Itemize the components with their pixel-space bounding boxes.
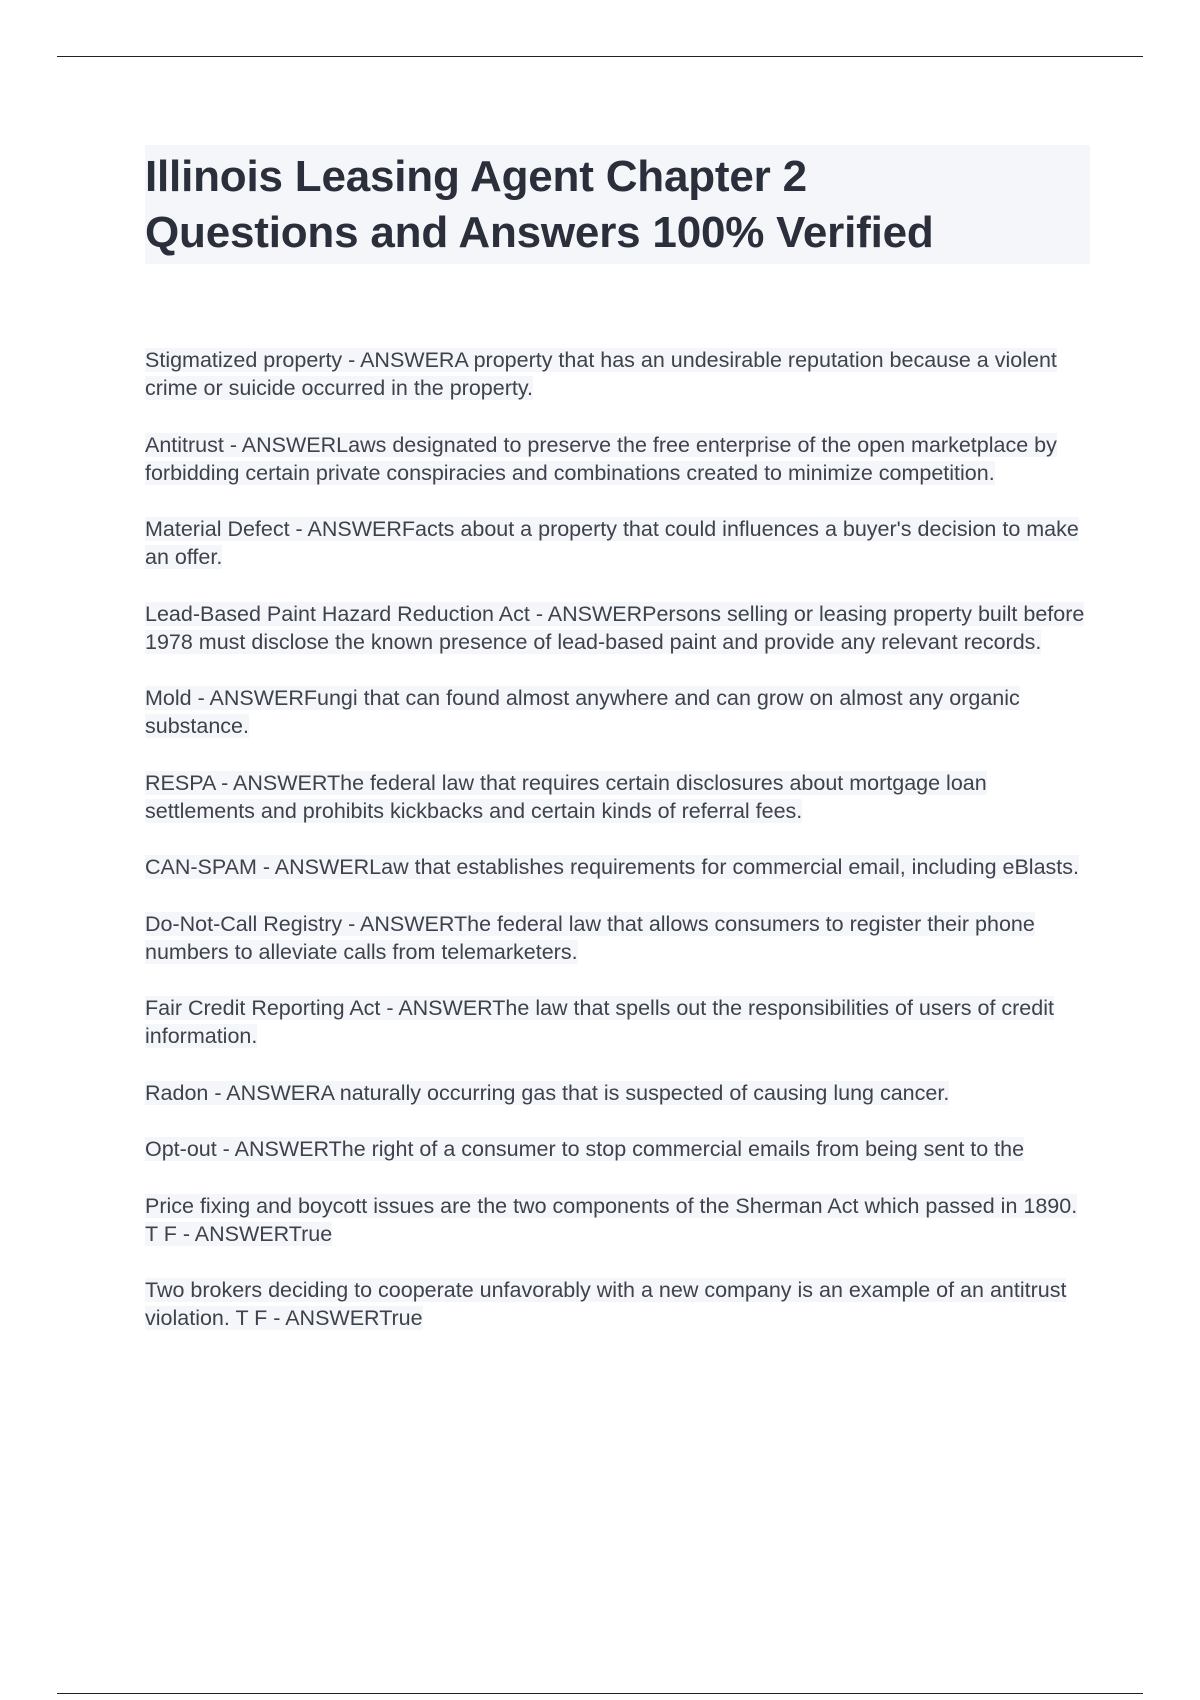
qa-entry: [145, 1135, 1090, 1163]
qa-list: [145, 346, 1090, 1332]
qa-entry-text: Lead-Based Paint Hazard Reduction Act - ANSWERPersons selling or leasing property built before 1978 must disclose the known presence of lead-based paint and provide any relevant records.: [145, 601, 1085, 654]
qa-entry-text: Antitrust - ANSWERLaws designated to preserve the free enterprise of the open marketplace by forbidding certain private conspiracies and combinations created to minimize competition.: [145, 432, 1057, 485]
document-title: [145, 149, 1084, 261]
qa-entry: [145, 1192, 1090, 1248]
bottom-rule: [57, 1693, 1143, 1694]
qa-entry-text: Opt-out - ANSWERThe right of a consumer to stop commercial emails from being sent to the: [145, 1137, 1025, 1161]
top-rule: [57, 56, 1143, 57]
qa-entry: [145, 515, 1090, 571]
qa-entry-text: Price fixing and boycott issues are the two components of the Sherman Act which passed in 1890. T F - ANSWERTrue: [145, 1193, 1078, 1246]
qa-entry: [145, 1276, 1090, 1332]
qa-entry-text: Stigmatized property - ANSWERA property that has an undesirable reputation because a violent crime or suicide occurred in the property.: [145, 348, 1057, 400]
qa-entry: [145, 346, 1090, 402]
qa-entry-text: Radon - ANSWERA naturally occurring gas that is suspected of causing lung cancer.: [145, 1080, 950, 1105]
qa-entry: [145, 910, 1090, 966]
title-line-2: Questions and Answers 100% Verified: [145, 208, 934, 257]
title-line-1: Illinois Leasing Agent Chapter 2: [145, 152, 807, 201]
title-block: [145, 145, 1090, 264]
qa-entry-text: Do-Not-Call Registry - ANSWERThe federal law that allows consumers to register their phone numbers to alleviate calls from telemarketers.: [145, 911, 1035, 964]
qa-entry-text: Material Defect - ANSWERFacts about a property that could influences a buyer's decision to make an offer.: [145, 517, 1079, 569]
qa-entry: [145, 431, 1090, 487]
qa-entry: [145, 994, 1090, 1050]
qa-entry-text: Fair Credit Reporting Act - ANSWERThe law that spells out the responsibilities of users of credit information.: [145, 996, 1054, 1048]
document-body: [145, 145, 1090, 1361]
qa-entry-text: RESPA - ANSWERThe federal law that requires certain disclosures about mortgage loan settlements and prohibits kickbacks and certain kinds of referral fees.: [145, 770, 987, 823]
qa-entry: [145, 600, 1090, 656]
qa-entry-text: CAN-SPAM - ANSWERLaw that establishes requirements for commercial email, including eBlasts.: [145, 855, 1079, 879]
qa-entry: [145, 769, 1090, 825]
qa-entry: [145, 853, 1090, 881]
qa-entry: [145, 684, 1090, 740]
qa-entry-text: Mold - ANSWERFungi that can found almost anywhere and can grow on almost any organic substance.: [145, 686, 1020, 738]
qa-entry: [145, 1079, 1090, 1107]
qa-entry-text: Two brokers deciding to cooperate unfavorably with a new company is an example of an antitrust violation. T F - ANSWERTrue: [145, 1278, 1067, 1330]
